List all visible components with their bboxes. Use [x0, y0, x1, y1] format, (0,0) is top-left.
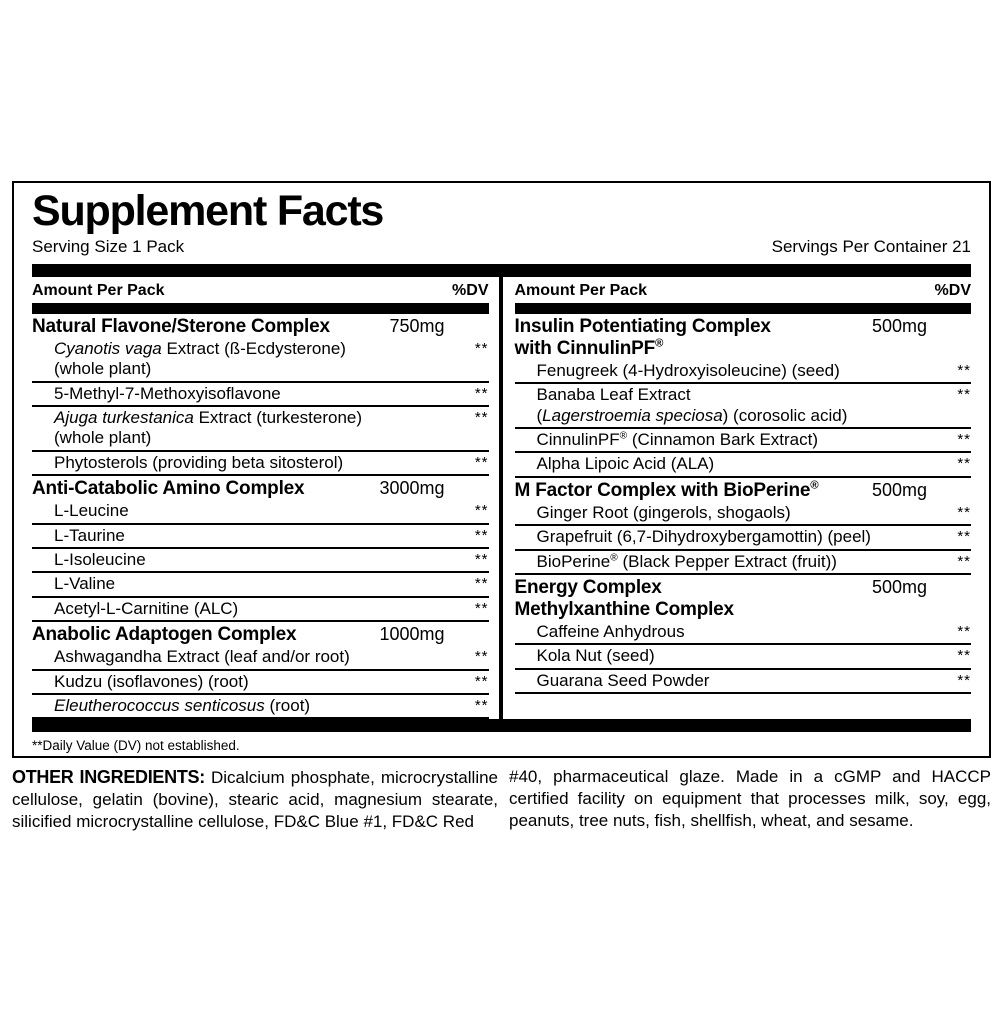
- ingredient-name-line: [54, 384, 443, 404]
- text-segment: Extract (turkesterone): [193, 407, 363, 427]
- text-segment: L-Isoleucine: [54, 549, 146, 569]
- ingredient-name: [54, 672, 443, 692]
- ingredient-name-line: [54, 574, 443, 594]
- ingredient-name-line: [54, 408, 443, 428]
- ingredient-name: [54, 696, 443, 716]
- ingredient-name-line: [537, 361, 926, 381]
- facts-columns: [32, 277, 971, 720]
- text-segment: Banaba Leaf Extract: [536, 385, 691, 405]
- ingredient-name-line: [54, 672, 443, 692]
- section-name-line: [515, 599, 872, 621]
- section-amount: 1000mg: [379, 624, 445, 645]
- section-name-line: [32, 478, 379, 500]
- ingredient-name: [54, 599, 443, 619]
- other-ingredients-heading: OTHER INGREDIENTS:: [12, 767, 205, 787]
- section-amount: 3000mg: [379, 478, 445, 499]
- registered-mark: ®: [619, 430, 628, 442]
- ingredient-dv: **: [957, 623, 971, 640]
- text-segment: Extract (ß-Ecdysterone): [161, 338, 346, 358]
- text-segment: (root): [264, 695, 311, 715]
- ingredient-name-line: [54, 599, 443, 619]
- text-segment: Alpha Lipoic Acid (ALA): [536, 454, 715, 474]
- ingredient-row: [32, 671, 489, 695]
- ingredient-row: [32, 338, 489, 383]
- column-header-bar: [32, 303, 489, 314]
- ingredient-dv: **: [474, 502, 489, 520]
- ingredient-row: [32, 500, 489, 524]
- ingredient-name-line: [537, 454, 926, 474]
- ingredient-name-line: [537, 527, 926, 547]
- ingredient-name: [54, 339, 443, 380]
- ingredient-row: [515, 621, 972, 645]
- ingredient-dv: **: [957, 647, 971, 665]
- text-segment: (Black Pepper Extract (fruit)): [617, 551, 837, 571]
- text-segment: Guarana Seed Powder: [536, 670, 710, 690]
- text-segment: Grapefruit (6,7-Dihydroxybergamottin) (peel): [536, 527, 871, 547]
- ingredient-name: [537, 527, 926, 547]
- facts-column-right: [503, 277, 972, 720]
- ingredient-name-line: [537, 646, 926, 666]
- ingredient-name-line: [54, 647, 443, 667]
- ingredient-name-line: [54, 359, 443, 379]
- registered-mark: ®: [610, 551, 618, 563]
- ingredient-name-line: [54, 428, 443, 448]
- text-segment: L-Valine: [54, 574, 116, 594]
- ingredient-row: [32, 549, 489, 573]
- ingredient-row: [515, 360, 972, 384]
- supplement-facts-panel: [12, 181, 991, 758]
- servings-per-container: Servings Per Container 21: [771, 236, 971, 256]
- ingredient-row: [32, 695, 489, 719]
- text-segment: L-Leucine: [54, 501, 129, 521]
- ingredient-row: [515, 384, 972, 429]
- ingredient-dv: **: [957, 455, 971, 473]
- text-segment: Natural Flavone/Sterone Complex: [32, 315, 330, 337]
- text-segment: L-Taurine: [54, 525, 125, 545]
- text-segment: with CinnulinPF: [514, 337, 656, 359]
- dv-header: %DV: [934, 281, 971, 299]
- section-name-line: [32, 624, 379, 646]
- ingredient-row: [515, 551, 972, 575]
- amount-per-pack-header: Amount Per Pack: [32, 281, 165, 299]
- other-ingredients-text-2: #40, pharmaceutical glaze. Made in a cGMP and HACCP certified facility on equipment that processes milk, soy, egg, peanuts, tree nuts, fish, shellfish, wheat, and sesame.: [509, 767, 991, 830]
- ingredient-name-line: [54, 453, 443, 473]
- ingredient-dv: **: [474, 696, 489, 714]
- ingredient-name-line: [54, 501, 443, 521]
- serving-row: [32, 237, 971, 257]
- text-segment: (whole plant): [54, 359, 152, 379]
- section-header: [32, 476, 489, 500]
- section-name-line: [515, 577, 872, 599]
- section-name-line: [515, 338, 872, 360]
- column-body: [32, 314, 489, 720]
- ingredient-dv: **: [474, 408, 489, 426]
- dv-header: %DV: [452, 281, 489, 299]
- section-name: [515, 480, 872, 502]
- ingredient-name-line: [537, 622, 926, 642]
- ingredient-name: [537, 454, 926, 474]
- ingredient-name-line: [54, 339, 443, 359]
- text-segment: Ginger Root (gingerols, shogaols): [536, 502, 791, 522]
- text-segment: Phytosterols (providing beta sitosterol): [54, 452, 344, 472]
- ingredient-row: [32, 383, 489, 407]
- ingredient-name: [537, 671, 926, 691]
- ingredient-row: [32, 525, 489, 549]
- ingredient-row: [515, 502, 972, 526]
- ingredient-name: [54, 574, 443, 594]
- amount-per-pack-header: Amount Per Pack: [514, 281, 647, 299]
- section-amount: 500mg: [871, 315, 927, 336]
- ingredient-name-line: [537, 552, 926, 572]
- ingredient-row: [515, 645, 972, 669]
- text-segment: (Cinnamon Bark Extract): [627, 429, 819, 449]
- text-segment: Methylxanthine Complex: [514, 598, 734, 620]
- text-segment: (whole plant): [54, 428, 152, 448]
- ingredient-dv: **: [957, 430, 971, 448]
- ingredient-name: [54, 453, 443, 473]
- serving-size: Serving Size 1 Pack: [32, 236, 185, 256]
- ingredient-name: [54, 384, 443, 404]
- column-body: [515, 314, 972, 694]
- section-name: [32, 624, 379, 646]
- ingredient-row: [515, 526, 972, 550]
- ingredient-name-line: [537, 671, 926, 691]
- dv-footnote: **Daily Value (DV) not established.: [32, 738, 240, 754]
- text-segment: M Factor Complex with BioPerine: [514, 479, 811, 501]
- ingredient-dv: **: [474, 453, 489, 471]
- section-header: [32, 622, 489, 646]
- ingredient-name: [537, 622, 926, 642]
- registered-mark: ®: [810, 479, 819, 492]
- ingredient-name: [54, 550, 443, 570]
- ingredient-name: [537, 385, 926, 426]
- ingredient-name: [537, 430, 926, 450]
- section-amount: 750mg: [389, 315, 445, 336]
- section-header: [515, 478, 972, 502]
- section-name: [32, 478, 379, 500]
- divider-bar-top: [32, 264, 971, 277]
- ingredient-dv: **: [957, 503, 971, 521]
- ingredient-name-line: [537, 503, 926, 523]
- text-segment: Cyanotis vaga: [54, 338, 162, 358]
- text-segment: Kudzu (isoflavones) (root): [54, 671, 249, 691]
- ingredient-row: [32, 646, 489, 670]
- other-ingredients-column-1: [12, 766, 498, 833]
- text-segment: Anabolic Adaptogen Complex: [32, 624, 297, 646]
- ingredient-name: [54, 647, 443, 667]
- section-name-line: [515, 480, 872, 502]
- ingredient-name: [537, 361, 926, 381]
- ingredient-name: [54, 408, 443, 449]
- ingredient-dv: **: [474, 648, 489, 666]
- ingredient-dv: **: [474, 599, 489, 617]
- section-header: [515, 575, 972, 621]
- other-ingredients-text-1: Dicalcium phosphate, microcrystalline cellulose, gelatin (bovine), stearic acid, magnesium stearate, silicified microcrystalline cellulose, FD&C Blue #1, FD&C Red: [12, 768, 499, 831]
- text-segment: BioPerine: [536, 551, 611, 571]
- ingredient-name-line: [54, 550, 443, 570]
- text-segment: Caffeine Anhydrous: [536, 622, 685, 641]
- ingredient-dv: **: [474, 575, 489, 593]
- ingredient-dv: **: [957, 552, 971, 570]
- text-segment: Energy Complex: [514, 576, 662, 598]
- other-ingredients-column-2: [509, 766, 991, 832]
- section-name-line: [32, 316, 389, 338]
- section-header: [32, 314, 489, 338]
- text-segment: Lagerstroemia speciosa: [542, 405, 723, 425]
- ingredient-name: [54, 501, 443, 521]
- text-segment: ) (corosolic acid): [722, 405, 848, 425]
- text-segment: Anti-Catabolic Amino Complex: [32, 478, 305, 500]
- ingredient-name: [537, 552, 926, 572]
- ingredient-dv: **: [474, 526, 489, 544]
- ingredient-dv: **: [957, 671, 971, 689]
- ingredient-name-line: [54, 696, 443, 716]
- text-segment: Kola Nut (seed): [536, 646, 655, 666]
- ingredient-row: [32, 452, 489, 476]
- text-segment: CinnulinPF: [536, 429, 620, 449]
- ingredient-name: [54, 526, 443, 546]
- section-name: [32, 316, 389, 338]
- ingredient-dv: **: [957, 361, 971, 379]
- ingredient-dv: **: [474, 672, 489, 690]
- ingredient-name-line: [54, 526, 443, 546]
- ingredient-row: [515, 670, 972, 694]
- text-segment: Ashwagandha Extract (leaf and/or root): [54, 647, 350, 667]
- divider-bar-bottom: [32, 719, 971, 732]
- section-header: [515, 314, 972, 360]
- section-amount: 500mg: [871, 479, 927, 500]
- ingredient-row: [32, 598, 489, 622]
- text-segment: Ajuga turkestanica: [54, 407, 194, 427]
- ingredient-dv: **: [957, 528, 971, 546]
- text-segment: Fenugreek (4-Hydroxyisoleucine) (seed): [536, 360, 840, 380]
- registered-mark: ®: [655, 337, 664, 350]
- ingredient-name: [537, 646, 926, 666]
- ingredient-dv: **: [474, 384, 489, 402]
- ingredient-name: [537, 503, 926, 523]
- ingredient-name-line: [537, 406, 926, 426]
- ingredient-dv: **: [474, 339, 489, 357]
- text-segment: (: [536, 405, 543, 425]
- text-segment: Eleutherococcus senticosus: [54, 695, 265, 715]
- panel-title: Supplement Facts: [32, 187, 384, 235]
- ingredient-name-line: [537, 385, 926, 405]
- ingredient-name-line: [537, 430, 926, 450]
- text-segment: 5-Methyl-7-Methoxyisoflavone: [54, 383, 281, 403]
- ingredient-row: [515, 453, 972, 477]
- column-header-row: [515, 277, 972, 303]
- ingredient-row: [515, 429, 972, 453]
- section-amount: 500mg: [871, 576, 927, 597]
- section-name-line: [515, 316, 872, 338]
- text-segment: Acetyl-L-Carnitine (ALC): [54, 598, 239, 618]
- section-name: [515, 316, 872, 360]
- text-segment: Insulin Potentiating Complex: [514, 315, 771, 337]
- ingredient-row: [32, 573, 489, 597]
- facts-column-left: [32, 277, 503, 720]
- column-header-bar: [515, 303, 972, 314]
- ingredient-row: [32, 407, 489, 452]
- ingredient-dv: **: [474, 550, 489, 568]
- ingredient-dv: **: [957, 386, 971, 404]
- column-header-row: [32, 277, 489, 303]
- section-name: [515, 577, 872, 621]
